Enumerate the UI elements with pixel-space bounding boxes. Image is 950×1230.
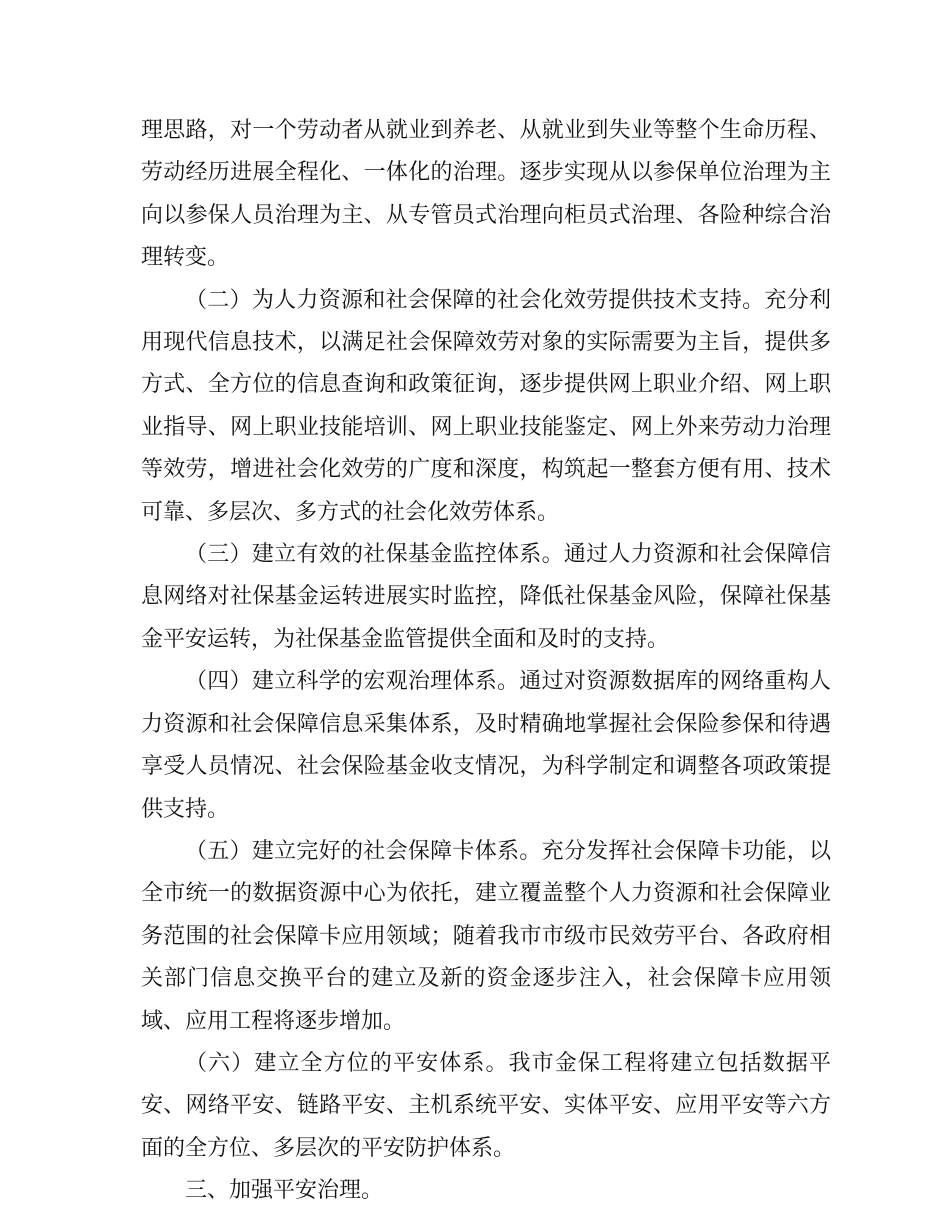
paragraph-section-3: （三）建立有效的社保基金监控体系。通过人力资源和社会保障信息网络对社保基金运转进展实时监控，降低社保基金风险，保障社保基金平安运转，为社保基金监管提供全面和及时的支持。 [141, 542, 831, 652]
paragraph-section-4: （四）建立科学的宏观治理体系。通过对资源数据库的网络重构人力资源和社会保障信息采集体系，及时精确地掌握社会保险参保和待遇享受人员情况、社会保险基金收支情况，为科学制定和调整各项政策提供支持。 [141, 669, 831, 822]
section-heading-3: 三、加强平安治理。 [185, 1178, 384, 1204]
paragraph-section-2: （二）为人力资源和社会保障的社会化效劳提供技术支持。充分利用现代信息技术，以满足社会保障效劳对象的实际需要为主旨，提供多方式、全方位的信息查询和政策征询，逐步提供网上职业介绍、网上职业指导、网上职业技能培训、网上职业技能鉴定、网上外来劳动力治理等效劳，增进社会化效劳的广度和深度，构筑起一整套方便有用、技术可靠、多层次、多方式的社会化效劳体系。 [141, 287, 831, 525]
paragraph-section-5: （五）建立完好的社会保障卡体系。充分发挥社会保障卡功能，以全市统一的数据资源中心为依托，建立覆盖整个人力资源和社会保障业务范围的社会保障卡应用领域；随着我市市级市民效劳平台、各政府相关部门信息交换平台的建立及新的资金逐步注入，社会保障卡应用领域、应用工程将逐步增加。 [141, 838, 831, 1034]
document-body [141, 110, 831, 1213]
paragraph-section-6: （六）建立全方位的平安体系。我市金保工程将建立包括数据平安、网络平安、链路平安、主机系统平安、实体平安、应用平安等六方面的全方位、多层次的平安防护体系。 [141, 1050, 831, 1161]
paragraph-continued: 理思路，对一个劳动者从就业到养老、从就业到失业等整个生命历程、劳动经历进展全程化、一体化的治理。逐步实现从以参保单位治理为主向以参保人员治理为主、从专管员式治理向柜员式治理、各险种综合治理转变。 [141, 118, 831, 271]
